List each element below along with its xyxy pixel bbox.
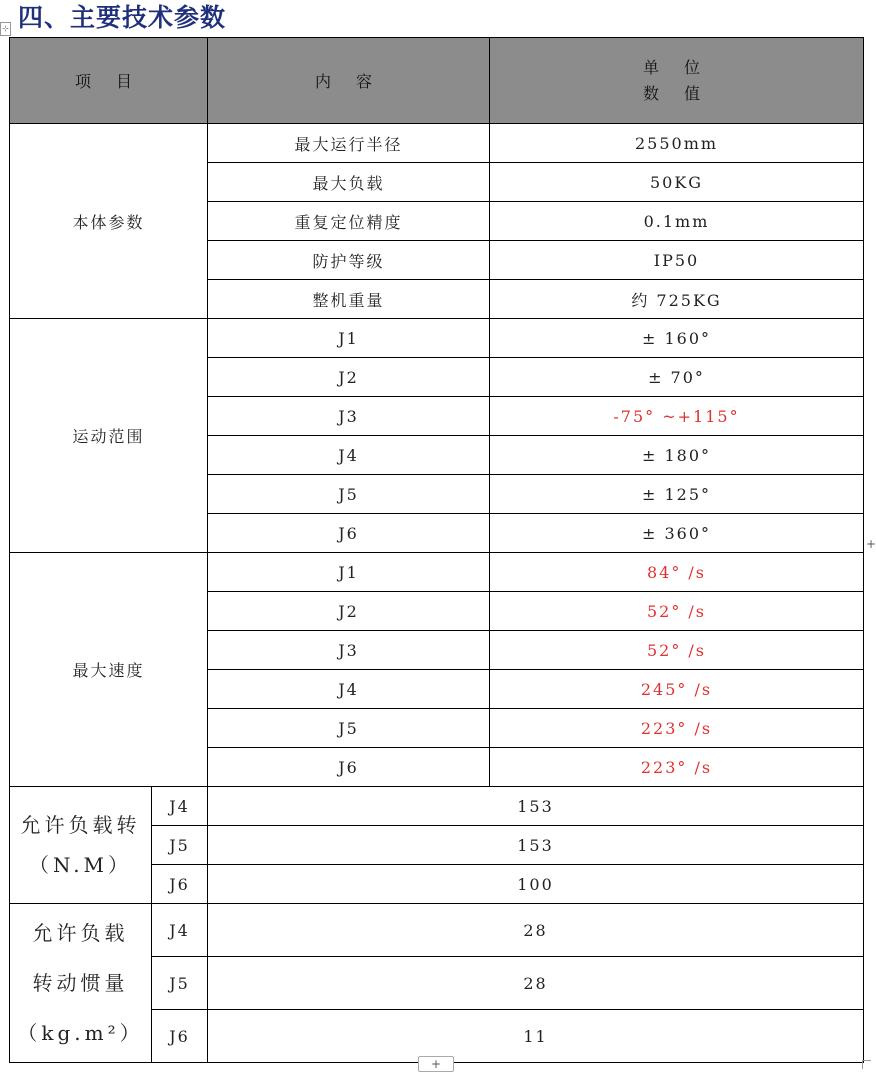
range-value: -75° ~+115°: [490, 397, 864, 436]
group-label-body: 本体参数: [10, 124, 208, 319]
header-item: 项 目: [10, 38, 208, 124]
param-value: 2550mm: [490, 124, 864, 163]
speed-value: 223° /s: [490, 748, 864, 787]
inertia-value: 28: [208, 957, 864, 1010]
add-column-icon[interactable]: +: [866, 537, 876, 551]
torque-value: 153: [208, 787, 864, 826]
axis-name: J6: [152, 865, 208, 904]
table-row: [10, 319, 864, 358]
group-label-torque: [10, 787, 152, 904]
axis-name: J5: [152, 957, 208, 1010]
axis-name: J1: [208, 319, 490, 358]
inertia-label-line1: 允许负载: [32, 921, 129, 945]
axis-name: J4: [208, 670, 490, 709]
torque-value: 153: [208, 826, 864, 865]
axis-name: J2: [208, 592, 490, 631]
param-value: 50KG: [490, 163, 864, 202]
group-label-speed: 最大速度: [10, 553, 208, 787]
param-name: 整机重量: [208, 280, 490, 319]
speed-value: 223° /s: [490, 709, 864, 748]
torque-value: 100: [208, 865, 864, 904]
range-value: ± 180°: [490, 436, 864, 475]
section-heading: 四、主要技术参数: [18, 3, 227, 32]
table-resize-handle[interactable]: [862, 1060, 871, 1069]
axis-name: J4: [152, 904, 208, 957]
header-content: 内 容: [208, 38, 490, 124]
param-value: IP50: [490, 241, 864, 280]
header-value: 数 值: [642, 83, 711, 103]
axis-name: J4: [208, 436, 490, 475]
range-value: ± 70°: [490, 358, 864, 397]
inertia-value: 11: [208, 1010, 864, 1063]
group-label-inertia: [10, 904, 152, 1063]
table-row: [10, 553, 864, 592]
axis-name: J3: [208, 397, 490, 436]
range-value: ± 125°: [490, 475, 864, 514]
axis-name: J4: [152, 787, 208, 826]
group-label-motion: 运动范围: [10, 319, 208, 553]
axis-name: J6: [208, 748, 490, 787]
axis-name: J6: [208, 514, 490, 553]
param-name: 重复定位精度: [208, 202, 490, 241]
axis-name: J5: [208, 709, 490, 748]
axis-name: J1: [208, 553, 490, 592]
speed-value: 245° /s: [490, 670, 864, 709]
param-name: 最大运行半径: [208, 124, 490, 163]
speed-value: 52° /s: [490, 631, 864, 670]
range-value: ± 360°: [490, 514, 864, 553]
range-value: ± 160°: [490, 319, 864, 358]
param-value: 0.1mm: [490, 202, 864, 241]
axis-name: J2: [208, 358, 490, 397]
axis-name: J5: [208, 475, 490, 514]
spec-table: [9, 37, 864, 1063]
speed-value: 52° /s: [490, 592, 864, 631]
table-row: [10, 124, 864, 163]
table-row: [10, 904, 864, 957]
axis-name: J5: [152, 826, 208, 865]
speed-value: 84° /s: [490, 553, 864, 592]
header-unit: 单 位: [642, 57, 711, 77]
table-move-handle[interactable]: ⊹: [0, 22, 11, 36]
inertia-label-line2: 转动惯量: [32, 971, 129, 995]
param-value: 约 725KG: [490, 280, 864, 319]
param-name: 防护等级: [208, 241, 490, 280]
axis-name: J3: [208, 631, 490, 670]
torque-label-line2: （N.M）: [28, 853, 133, 877]
inertia-label-line3: （kg.m²）: [17, 1021, 144, 1045]
header-unit-value: [490, 38, 864, 124]
table-row: [10, 787, 864, 826]
axis-name: J6: [152, 1010, 208, 1063]
table-header-row: [10, 38, 864, 124]
param-name: 最大负载: [208, 163, 490, 202]
inertia-value: 28: [208, 904, 864, 957]
add-row-button[interactable]: +: [418, 1056, 454, 1072]
torque-label-line1: 允许负载转: [20, 813, 141, 837]
